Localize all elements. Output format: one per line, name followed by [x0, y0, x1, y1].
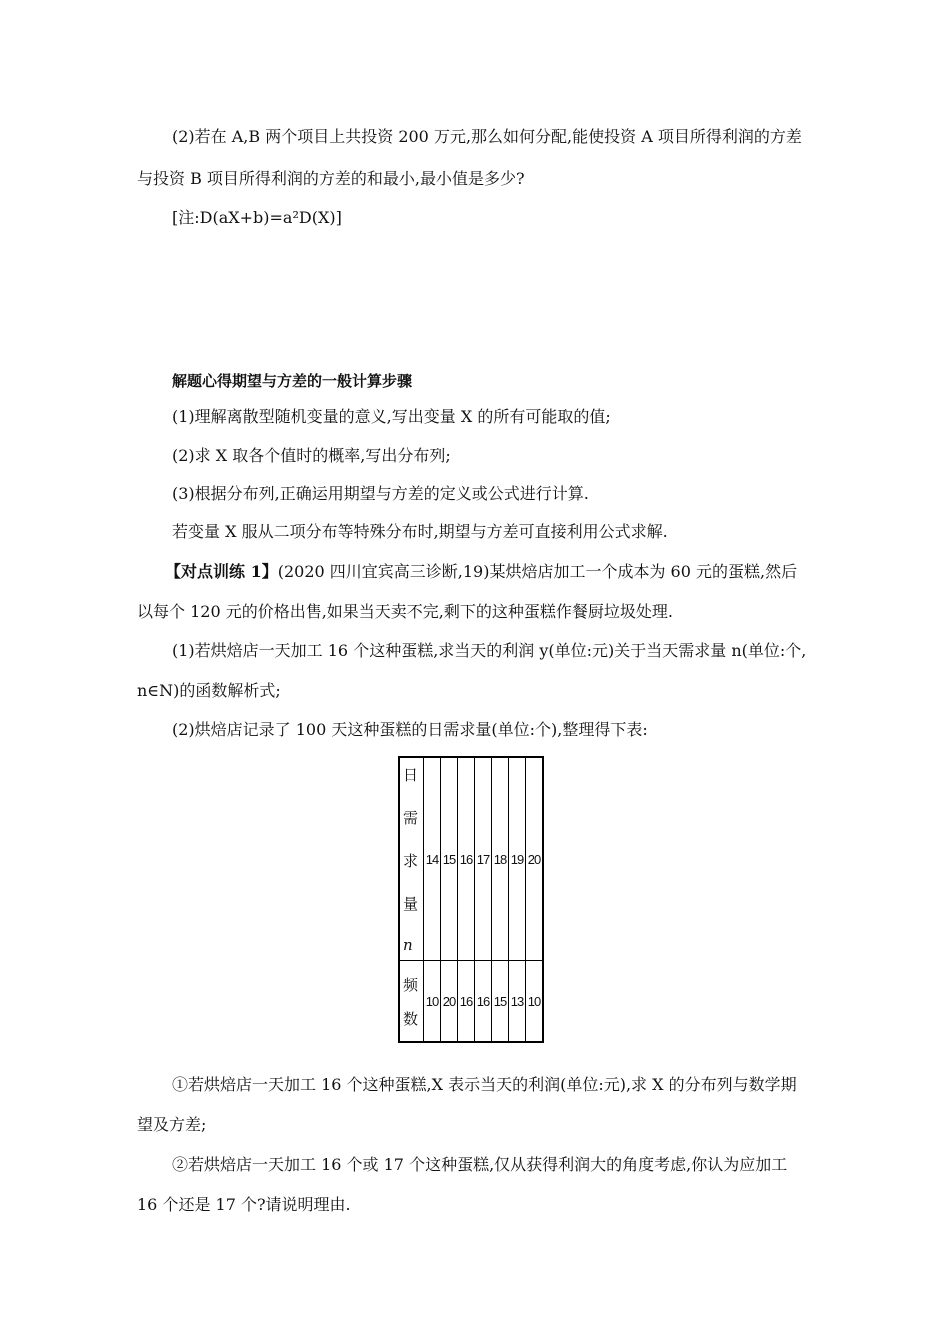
subq2-line-2: 16 个还是 17 个?请说明理由. — [137, 1195, 351, 1214]
frequency-cell: 13 — [509, 961, 526, 1043]
frequency-cell: 10 — [526, 961, 544, 1043]
remark: 若变量 X 服从二项分布等特殊分布时,期望与方差可直接利用公式求解. — [172, 522, 668, 541]
demand-cell: 15 — [441, 757, 458, 961]
subq1-line-2: 望及方差; — [137, 1115, 207, 1134]
demand-cell: 19 — [509, 757, 526, 961]
subq2-line-1: ②若烘焙店一天加工 16 个或 17 个这种蛋糕,仅从获得利润大的角度考虑,你认为应加工 — [172, 1155, 788, 1174]
subq1-line-1: ①若烘焙店一天加工 16 个这种蛋糕,X 表示当天的利润(单位:元),求 X 的分布列与数学期 — [172, 1075, 797, 1094]
demand-cell: 18 — [492, 757, 509, 961]
part1-line-1: (1)若烘焙店一天加工 16 个这种蛋糕,求当天的利润 y(单位:元)关于当天需求量 n(单位:个, — [172, 641, 807, 660]
part2-intro: (2)烘焙店记录了 100 天这种蛋糕的日需求量(单位:个),整理得下表: — [172, 720, 648, 739]
demand-cell: 17 — [475, 757, 492, 961]
q2-line-1: (2)若在 A,B 两个项目上共投资 200 万元,那么如何分配,能使投资 A 项目所得利润的方差 — [172, 127, 802, 146]
demand-cell: 20 — [526, 757, 544, 961]
tips-title: 解题心得期望与方差的一般计算步骤 — [172, 372, 413, 390]
step-2: (2)求 X 取各个值时的概率,写出分布列; — [172, 446, 451, 465]
frequency-cell: 10 — [424, 961, 441, 1043]
frequency-cell: 16 — [475, 961, 492, 1043]
demand-cell: 14 — [424, 757, 441, 961]
training-text: (2020 四川宜宾高三诊断,19)某烘焙店加工一个成本为 60 元的蛋糕,然后 — [277, 562, 798, 581]
frequency-cell: 20 — [441, 961, 458, 1043]
part1-line-2: n∈N)的函数解析式; — [137, 681, 281, 700]
demand-header-cell: 日 需 求 量 n — [399, 757, 424, 961]
training-tag: 【对点训练 1】 — [165, 562, 278, 581]
training-line-2: 以每个 120 元的价格出售,如果当天卖不完,剩下的这种蛋糕作餐厨垃圾处理. — [137, 602, 673, 621]
frequency-header-cell: 频 数 — [399, 961, 424, 1043]
demand-row — [399, 757, 543, 961]
frequency-cell: 16 — [458, 961, 475, 1043]
frequency-row — [399, 961, 543, 1043]
step-1: (1)理解离散型随机变量的意义,写出变量 X 的所有可能取的值; — [172, 407, 611, 426]
training-line-1 — [165, 561, 797, 583]
demand-frequency-table — [398, 756, 544, 1043]
variance-note: [注:D(aX+b)=a²D(X)] — [172, 208, 342, 227]
q2-line-2: 与投资 B 项目所得利润的方差的和最小,最小值是多少? — [137, 169, 525, 188]
demand-cell: 16 — [458, 757, 475, 961]
frequency-cell: 15 — [492, 961, 509, 1043]
step-3: (3)根据分布列,正确运用期望与方差的定义或公式进行计算. — [172, 484, 589, 503]
